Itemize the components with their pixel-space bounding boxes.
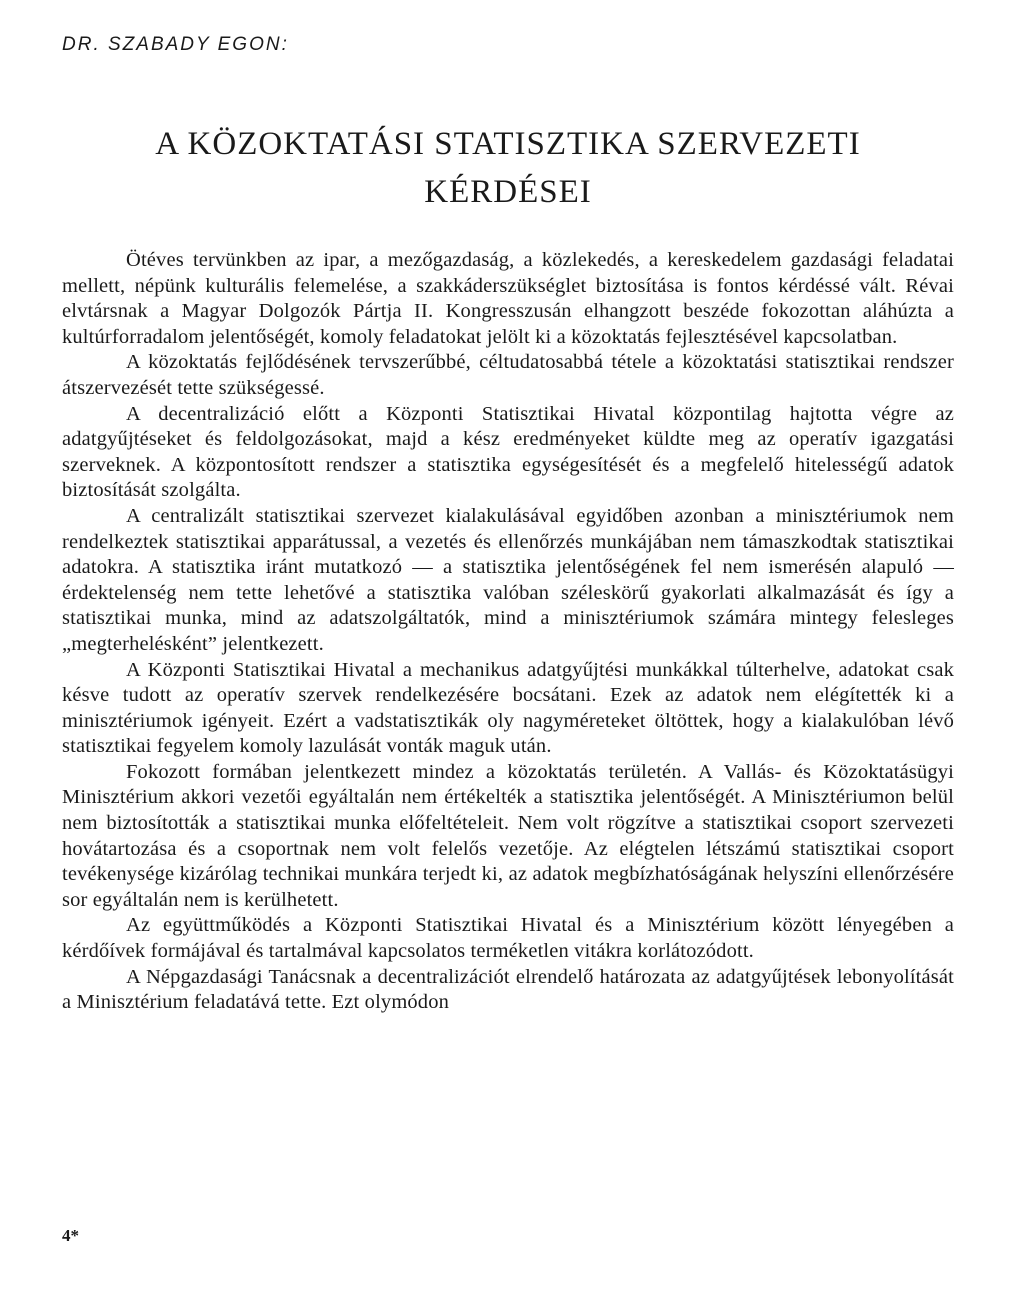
paragraph: A decentralizáció előtt a Központi Statisztikai Hivatal központilag hajtotta végre az adatgyűjtéseket és feldolgozásokat, majd a kész eredményeket küldte meg az operatív igazgatási szerveknek. A központosított rendszer a statisztika egységesítését és a megfelelő hitelességű adatok biztosítását szolgálta. (62, 402, 954, 502)
paragraph: A centralizált statisztikai szervezet kialakulásával egyidőben azonban a minisztériumok nem rendelkeztek statisztikai apparátussal, a vezetés és ellenőrzés munkájában nem támaszkodtak statisztikai adatokra. A statisztika iránt mutatkozó — a statisztika jelentőségének fel nem ismerésén alapuló — érdektelenség nem tette lehetővé a statisztika valóban széleskörű gyakorlati alkalmazását és így a statisztikai munka, mind az adatszolgáltatók, mind a minisztériumok számára mintegy felesleges „megterhelésként” jelentkezett. (62, 504, 954, 655)
author-name: DR. SZABADY EGON: (62, 34, 289, 55)
page (62, 30, 954, 1016)
paragraph: A Központi Statisztikai Hivatal a mechanikus adatgyűjtési munkákkal túlterhelve, adatokat csak késve tudott az operatív szervek rendelkezésére bocsátani. Ezek az adatok nem elégítették ki a minisztériumok igényeit. Ezért a vadstatisztikák oly nagyméreteket öltöttek, hogy a kialakulóban lévő statisztikai fegyelem komoly lazulását vonták maguk után. (62, 658, 954, 758)
article-body (62, 248, 954, 1016)
page-signature-mark: 4* (62, 1226, 79, 1245)
paragraph: Ötéves tervünkben az ipar, a mezőgazdaság, a közlekedés, a kereskedelem gazdasági feladatai mellett, népünk kulturális felemelése, a szakkáderszükséglet biztosítása is fontos kérdéssé vált. Révai elvtársnak a Magyar Dolgozók Pártja II. Kongresszusán elhangzott beszéde fokozottan aláhúzta a kultúrforradalom jelentőségét, komoly feladatokat jelölt ki a közoktatás fejlesztésével kapcsolatban. (62, 249, 954, 348)
title-line-1: A KÖZOKTATÁSI STATISZTIKA SZERVEZETI (155, 126, 861, 162)
paragraph: A Népgazdasági Tanácsnak a decentralizációt elrendelő határozata az adatgyűjtések lebonyolítását a Minisztérium feladatává tette. Ezt olymódon (62, 965, 954, 1014)
paragraph: Az együttműködés a Központi Statisztikai Hivatal és a Minisztérium között lényegében a kérdőívek formájával és tartalmával kapcsolatos terméketlen vitákra korlátozódott. (62, 914, 954, 963)
title-line-2: KÉRDÉSEI (424, 174, 592, 210)
paragraph: A közoktatás fejlődésének tervszerűbbé, céltudatosabbá tétele a közoktatási statisztikai rendszer átszervezését tette szükségessé. (62, 351, 954, 399)
paragraph: Fokozott formában jelentkezett mindez a közoktatás területén. A Vallás- és Közoktatásügyi Minisztérium akkori vezetői egyáltalán nem értékelték a statisztika jelentőségét. A Minisztériumon belül nem biztosították a statisztikai munka előfeltételeit. Nem volt rögzítve a statisztikai csoport szervezeti hovátartozása és a csoportnak nem volt felelős vezetője. Az elégtelen létszámú statisztikai csoport tevékenysége kizárólag technikai munkára terjedt ki, az adatok megbízhatóságának helyszíni ellenőrzésére sor egyáltalán nem is kerülhetett. (62, 760, 954, 911)
article-title (62, 120, 954, 216)
